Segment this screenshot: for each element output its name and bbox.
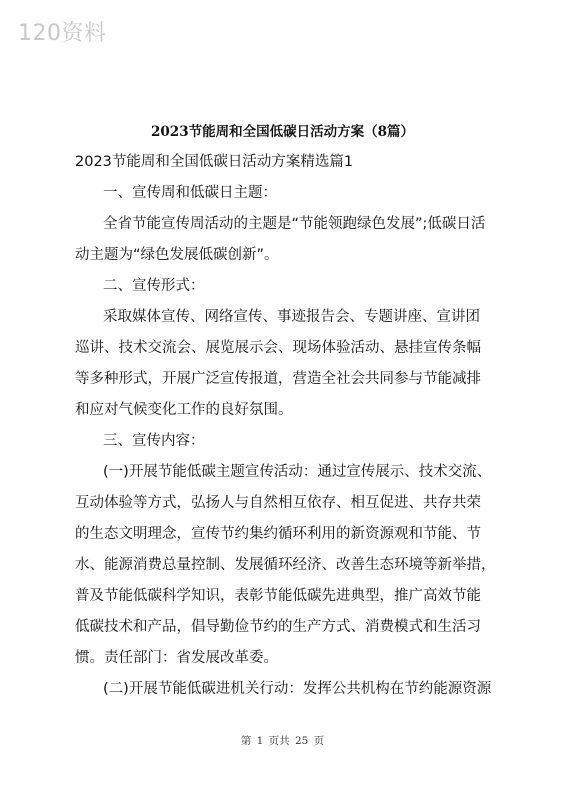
paragraph-line: 巡讲、技术交流会、展览展示会、现场体验活动、悬挂宣传条幅 [75, 340, 481, 356]
section-heading-content: 三、宣传内容： [103, 433, 205, 449]
paragraph-form [75, 307, 515, 420]
paragraph-line: 互动体验等方式，弘扬人与自然相互依存、相互促进、共存共荣 [75, 495, 481, 511]
paragraph-line: 动主题为“绿色发展低碳创新”。 [75, 247, 279, 263]
paragraph-line: 惯。责任部门：省发展改革委。 [75, 650, 278, 666]
paragraph-line: 采取媒体宣传、网络宣传、事迹报告会、专题讲座、宣讲团 [103, 309, 480, 325]
document-subtitle: 2023节能周和全国低碳日活动方案精选篇1 [75, 154, 354, 170]
paragraph-line: 低碳技术和产品，倡导勤俭节约的生产方式、消费模式和生活习 [75, 619, 481, 635]
document-title: 2023节能周和全国低碳日活动方案（8篇） [151, 124, 414, 140]
paragraph-line: 全省节能宣传周活动的主题是“节能领跑绿色发展”;低碳日活 [103, 216, 486, 232]
paragraph-line: 等多种形式，开展广泛宣传报道，营造全社会共同参与节能减排 [75, 371, 481, 387]
paragraph-line: (二)开展节能低碳进机关行动：发挥公共机构在节约能源资源 [103, 681, 492, 697]
paragraph-line: (一)开展节能低碳主题宣传活动：通过宣传展示、技术交流、 [103, 464, 492, 480]
section-heading-form: 二、宣传形式： [103, 278, 205, 294]
paragraph-activity-two [75, 679, 515, 699]
section-heading-theme: 一、宣传周和低碳日主题： [103, 185, 277, 201]
paragraph-activity-one [75, 462, 515, 668]
paragraph-theme [75, 214, 515, 265]
watermark-logo: 120资料 [18, 21, 107, 46]
paragraph-line: 普及节能低碳科学知识，表彰节能低碳先进典型，推广高效节能 [75, 588, 481, 604]
page-number-footer: 第 1 页共 25 页 [240, 735, 325, 747]
paragraph-line: 水、能源消费总量控制、发展循环经济、改善生态环境等新举措， [75, 557, 496, 573]
paragraph-line: 和应对气候变化工作的良好氛围。 [75, 402, 293, 418]
document-body [75, 152, 515, 710]
paragraph-line: 的生态文明理念，宣传节约集约循环利用的新资源观和节能、节 [75, 526, 481, 542]
